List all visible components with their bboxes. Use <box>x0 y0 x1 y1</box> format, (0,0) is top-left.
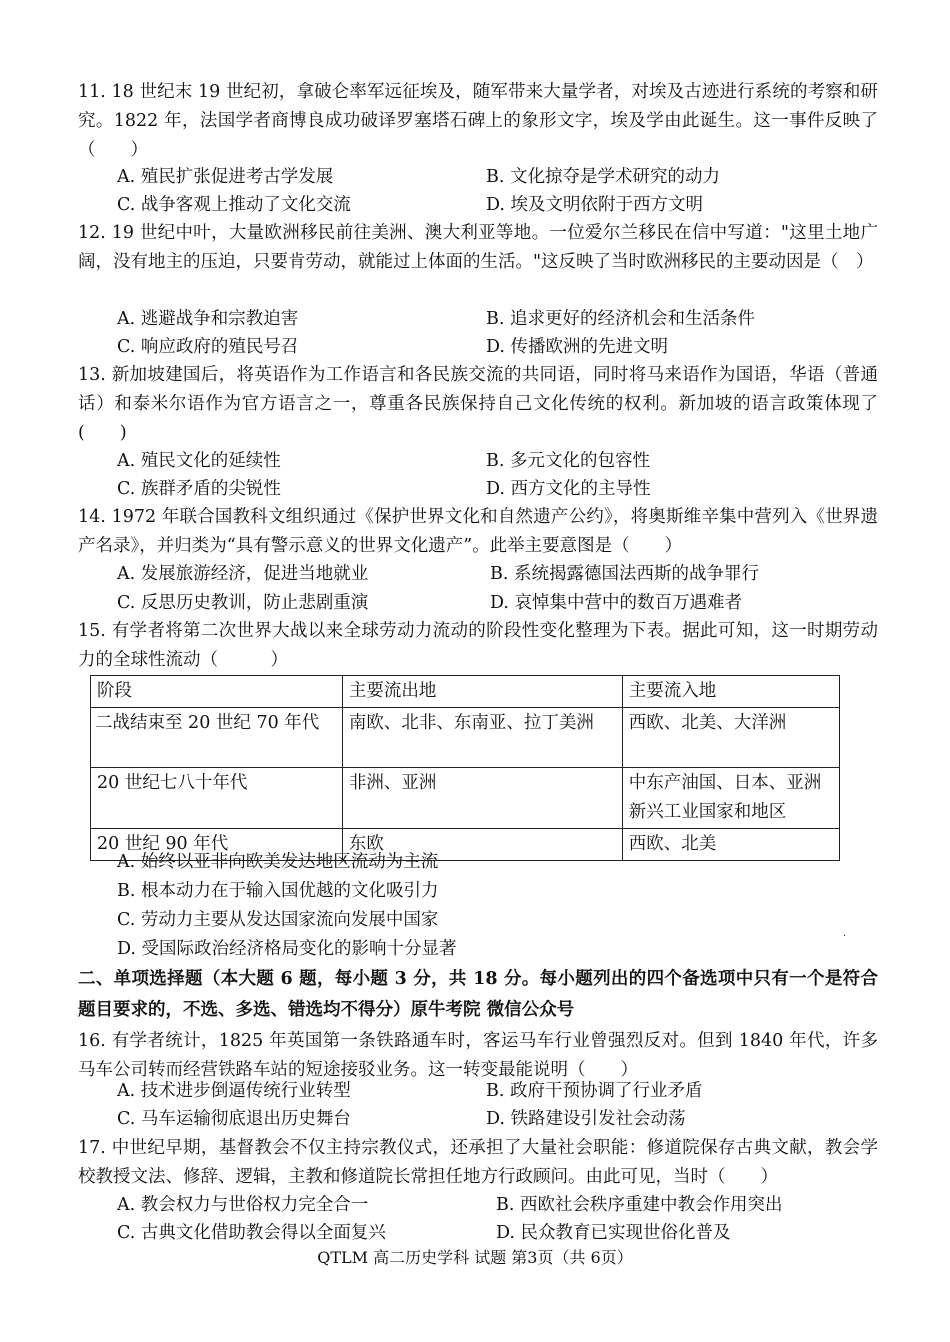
question-11-option-b: B. 文化掠夺是学术研究的动力 <box>486 167 720 187</box>
question-11-option-d: D. 埃及文明依附于西方文明 <box>486 195 704 215</box>
table-cell: 非洲、亚洲 <box>342 768 622 829</box>
table-header-cell: 阶段 <box>91 676 343 708</box>
question-17-option-d: D. 民众教育已实现世俗化普及 <box>496 1223 731 1243</box>
table-cell: 西欧、北美、大洋洲 <box>622 708 839 768</box>
question-17-option-a: A. 教会权力与世俗权力完全合一 <box>117 1195 369 1215</box>
table-header-row <box>91 676 840 708</box>
labor-flow-table <box>90 675 840 861</box>
question-14-option-b: B. 系统揭露德国法西斯的战争罪行 <box>490 564 759 584</box>
question-16-stem: 16. 有学者统计，1825 年英国第一条铁路通车时，客运马车行业曾强烈反对。但到 1840 年代，许多马车公司转而经营铁路车站的短途接驳业务。这一转变最能说明（ ） <box>78 1031 878 1080</box>
question-16-option-b: B. 政府干预协调了行业矛盾 <box>486 1081 703 1101</box>
question-17-option-b: B. 西欧社会秩序重建中教会作用突出 <box>496 1195 783 1215</box>
table-cell: 20 世纪 90 年代 <box>91 829 343 861</box>
question-13-option-d: D. 西方文化的主导性 <box>486 479 651 499</box>
question-15-option-a: A. 始终以亚非向欧美发达地区流动为主流 <box>117 852 439 872</box>
question-16-option-c: C. 马车运输彻底退出历史舞台 <box>117 1109 351 1129</box>
table-cell: 中东产油国、日本、亚洲新兴工业国家和地区 <box>622 768 839 829</box>
question-15-stem: 15. 有学者将第二次世界大战以来全球劳动力流动的阶段性变化整理为下表。据此可知，这一时期劳动力的全球性流动（ ） <box>78 621 878 670</box>
question-17-option-c: C. 古典文化借助教会得以全面复兴 <box>117 1223 386 1243</box>
question-13-option-a: A. 殖民文化的延续性 <box>117 451 281 471</box>
question-17-stem: 17. 中世纪早期，基督教会不仅主持宗教仪式，还承担了大量社会职能：修道院保存古典文献，教会学校教授文法、修辞、逻辑，主教和修道院长常担任地方行政顾问。由此可见，当时（ ） <box>78 1138 878 1187</box>
question-11-option-a: A. 殖民扩张促进考古学发展 <box>117 167 334 187</box>
question-13-option-b: B. 多元文化的包容性 <box>486 451 650 471</box>
question-16-option-a: A. 技术进步倒逼传统行业转型 <box>117 1081 351 1101</box>
question-14-option-d: D. 哀悼集中营中的数百万遇难者 <box>490 593 743 613</box>
question-14-option-c: C. 反思历史教训，防止悲剧重演 <box>117 593 369 613</box>
table-cell: 20 世纪七八十年代 <box>91 768 343 829</box>
question-15-option-d: D. 受国际政治经济格局变化的影响十分显著 <box>117 939 457 959</box>
table-header-cell: 主要流出地 <box>342 676 622 708</box>
question-13-option-c: C. 族群矛盾的尖锐性 <box>117 479 281 499</box>
table-row <box>91 708 840 768</box>
question-11-option-c: C. 战争客观上推动了文化交流 <box>117 195 351 215</box>
question-16-option-d: D. 铁路建设引发社会动荡 <box>486 1109 686 1129</box>
table-row <box>91 768 840 829</box>
question-12-option-a: A. 逃避战争和宗教迫害 <box>117 309 299 329</box>
question-15-option-b: B. 根本动力在于输入国优越的文化吸引力 <box>117 881 439 901</box>
question-11-stem: 11. 18 世纪末 19 世纪初，拿破仑率军远征埃及，随军带来大量学者，对埃及古迹进行系统的考察和研究。1822 年，法国学者商博良成功破译罗塞塔石碑上的象形文字，埃及学由此诞生。这一事件反映了（ ） <box>78 82 878 160</box>
question-12-stem: 12. 19 世纪中叶，大量欧洲移民前往美洲、澳大利亚等地。一位爱尔兰移民在信中写道："这里土地广阔，没有地主的压迫，只要肯劳动，就能过上体面的生活。"这反映了当时欧洲移民的主要动因是（ ） <box>78 223 878 272</box>
table-header-cell: 主要流入地 <box>622 676 839 708</box>
table-cell: 南欧、北非、东南亚、拉丁美洲 <box>342 708 622 768</box>
question-12-option-c: C. 响应政府的殖民号召 <box>117 337 299 357</box>
page-footer: QTLM 高二历史学科 试题 第3页（共 6页） <box>317 1248 633 1267</box>
table-cell: 东欧 <box>342 829 622 861</box>
section-2-heading: 二、单项选择题（本大题 6 题，每小题 3 分，共 18 分。每小题列出的四个备选项中只有一个是符合题目要求的，不选、多选、错选均不得分）原牛考院 微信公众号 <box>78 969 878 1020</box>
question-14-option-a: A. 发展旅游经济，促进当地就业 <box>117 564 369 584</box>
table-cell: 西欧、北美 <box>622 829 839 861</box>
question-15-option-c: C. 劳动力主要从发达国家流向发展中国家 <box>117 910 439 930</box>
question-12-option-b: B. 追求更好的经济机会和生活条件 <box>486 309 755 329</box>
question-14-stem: 14. 1972 年联合国教科文组织通过《保护世界文化和自然遗产公约》，将奥斯维辛集中营列入《世界遗产名录》，并归类为“具有警示意义的世界文化遗产”。此举主要意图是（ ） <box>78 507 878 556</box>
question-13-stem: 13. 新加坡建国后，将英语作为工作语言和各民族交流的共同语，同时将马来语作为国语，华语（普通话）和泰米尔语作为官方语言之一，尊重各民族保持自己文化传统的权利。新加坡的语言政策体现了( ) <box>78 365 878 443</box>
table-cell: 二战结束至 20 世纪 70 年代 <box>91 708 343 768</box>
stray-mark: . <box>843 928 847 939</box>
question-12-option-d: D. 传播欧洲的先进文明 <box>486 337 669 357</box>
